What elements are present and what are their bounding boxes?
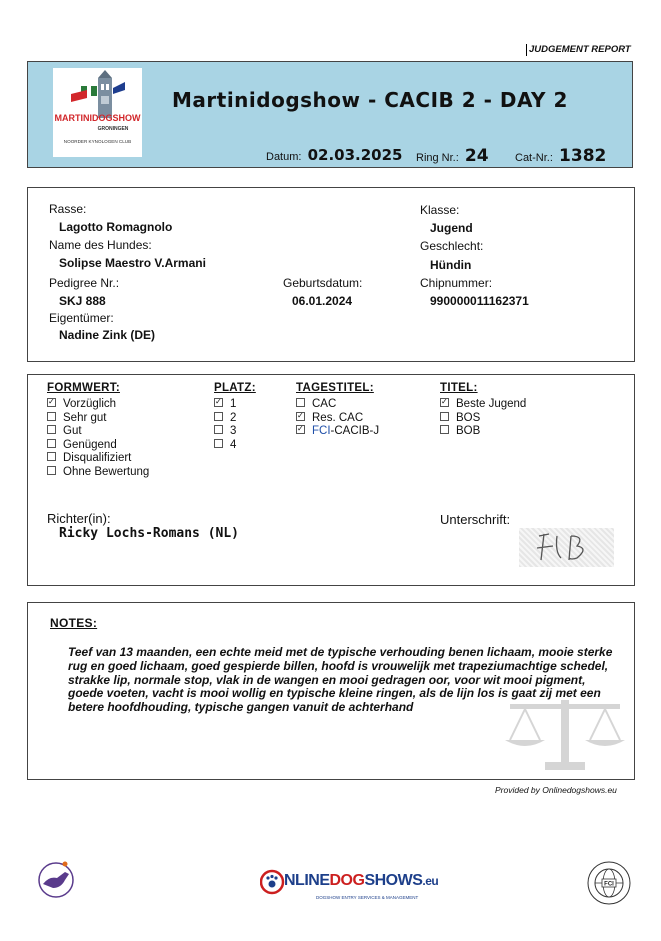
checkbox-icon — [47, 452, 56, 461]
pedigree-value: SKJ 888 — [59, 294, 106, 308]
cat-value: 1382 — [559, 146, 607, 166]
birthdate-label: Geburtsdatum: — [283, 276, 363, 290]
checkbox-icon — [296, 425, 305, 434]
sex-label: Geschlecht: — [420, 239, 484, 253]
fci-globe-icon — [586, 860, 632, 906]
show-logo — [53, 68, 142, 157]
fci-logo — [586, 860, 632, 906]
checkbox-icon — [47, 425, 56, 434]
class-value: Jugend — [430, 221, 473, 235]
formwert-option: Ohne Bewertung — [47, 466, 149, 480]
checkbox-icon — [440, 425, 449, 434]
signature-icon — [519, 528, 614, 567]
tagestitel-group — [296, 382, 379, 439]
checkbox-icon — [47, 398, 56, 407]
dog-name-value: Solipse Maestro V.Armani — [59, 256, 206, 270]
titel-option: BOB — [440, 425, 526, 439]
cat-field — [515, 146, 606, 166]
chip-label: Chipnummer: — [420, 276, 493, 290]
breed-label: Rasse: — [49, 202, 87, 216]
owner-label: Eigentümer: — [49, 311, 114, 325]
date-field — [266, 146, 403, 164]
titel-option: ✓Beste Jugend — [440, 398, 526, 412]
titel-title: TITEL: — [440, 382, 478, 394]
brand-tagline: DOGSHOW ENTRY SERVICES & MANAGEMENT — [316, 895, 419, 900]
sex-value: Hündin — [430, 258, 472, 272]
checkbox-icon — [296, 412, 305, 421]
owner-value: Nadine Zink (DE) — [59, 328, 156, 342]
chip-value: 990000011162371 — [430, 294, 529, 308]
platz-title: PLATZ: — [214, 382, 256, 394]
provided-by: Provided by Onlinedogshows.eu — [495, 785, 617, 795]
platz-option: 2 — [214, 412, 256, 426]
formwert-option: Genügend — [47, 439, 149, 453]
brand-wordmark — [284, 872, 438, 890]
breed-value: Lagotto Romagnolo — [59, 220, 173, 234]
martini-tower-icon — [53, 68, 142, 157]
formwert-option: Gut — [47, 425, 149, 439]
titel-group — [440, 382, 526, 439]
formwert-option: Sehr gut — [47, 412, 149, 426]
signature-label: Unterschrift: — [440, 512, 511, 527]
formwert-group — [47, 382, 149, 480]
page-title: Martinidogshow - CACIB 2 - DAY 2 — [172, 88, 568, 112]
ring-field — [416, 146, 489, 166]
date-label: Datum: — [266, 151, 302, 163]
checkbox-icon — [214, 425, 223, 434]
fci-text: FCI — [604, 881, 614, 888]
brand-tld: .eu — [422, 874, 439, 888]
cat-label: Cat-Nr.: — [515, 152, 553, 164]
formwert-title: FORMWERT: — [47, 382, 120, 394]
judge-name: Ricky Lochs-Romans (NL) — [59, 526, 240, 541]
formwert-option: ✓Vorzüglich — [47, 398, 149, 412]
titel-option: BOS — [440, 412, 526, 426]
checkbox-icon — [440, 412, 449, 421]
platz-option: 3 — [214, 425, 256, 439]
birthdate-value: 06.01.2024 — [292, 294, 353, 308]
checkbox-icon — [47, 412, 56, 421]
checkbox-icon — [296, 398, 305, 407]
dog-logo-icon — [35, 858, 77, 900]
platz-option: 4 — [214, 439, 256, 453]
tagestitel-option: ✓Res. CAC — [296, 412, 379, 426]
signature-image — [519, 528, 614, 567]
logo-subtext: GRONINGEN — [97, 126, 129, 132]
checkbox-icon — [214, 398, 223, 407]
dog-name-label: Name des Hundes: — [49, 238, 152, 252]
checkbox-icon — [47, 466, 56, 475]
tagestitel-title: TAGESTITEL: — [296, 382, 374, 394]
checkbox-icon — [214, 412, 223, 421]
onlinedogshows-logo — [260, 868, 439, 906]
club-logo — [35, 858, 77, 900]
report-type-label: JUDGEMENT REPORT — [526, 44, 631, 56]
notes-text: Teef van 13 maanden, een echte meid met de typische verhouding benen lichaam, mooie sterke rug en goed lichaam, goed gespierde billen, hoofd is vrouwelijk met trapeziumachtige schedel, strakke lip, normale stop, vlak in de wangen en mooi gedragen oor, voor wit mooi pigment, goede voeten, vacht is mooi wollig en typische kleine ringen, als de lijn los is gaat zij met een betere hoofdhouding, typische gangen vanuit de achterhand — [68, 645, 613, 715]
notes-title: NOTES: — [50, 616, 98, 630]
checkbox-icon — [214, 439, 223, 448]
tagestitel-option: CAC — [296, 398, 379, 412]
class-label: Klasse: — [420, 203, 460, 217]
brand-prefix: NLINE — [284, 872, 330, 889]
platz-option: ✓1 — [214, 398, 256, 412]
ring-label: Ring Nr.: — [416, 152, 459, 164]
logo-text: MARTINIDOGSHOW — [54, 113, 141, 123]
brand-dog: DOG — [329, 872, 365, 889]
date-value: 02.03.2025 — [307, 146, 403, 164]
platz-group — [214, 382, 256, 452]
logo-club-text: NOORDER KYNOLOGEN CLUB — [63, 139, 132, 144]
judge-label: Richter(in): — [47, 511, 111, 526]
brand-shows: SHOWS — [364, 872, 423, 889]
checkbox-icon — [47, 439, 56, 448]
pedigree-label: Pedigree Nr.: — [49, 276, 120, 290]
tagestitel-option: ✓FCI-CACIB-J — [296, 425, 379, 439]
ring-value: 24 — [464, 146, 489, 166]
checkbox-icon — [440, 398, 449, 407]
formwert-option: Disqualifiziert — [47, 452, 149, 466]
